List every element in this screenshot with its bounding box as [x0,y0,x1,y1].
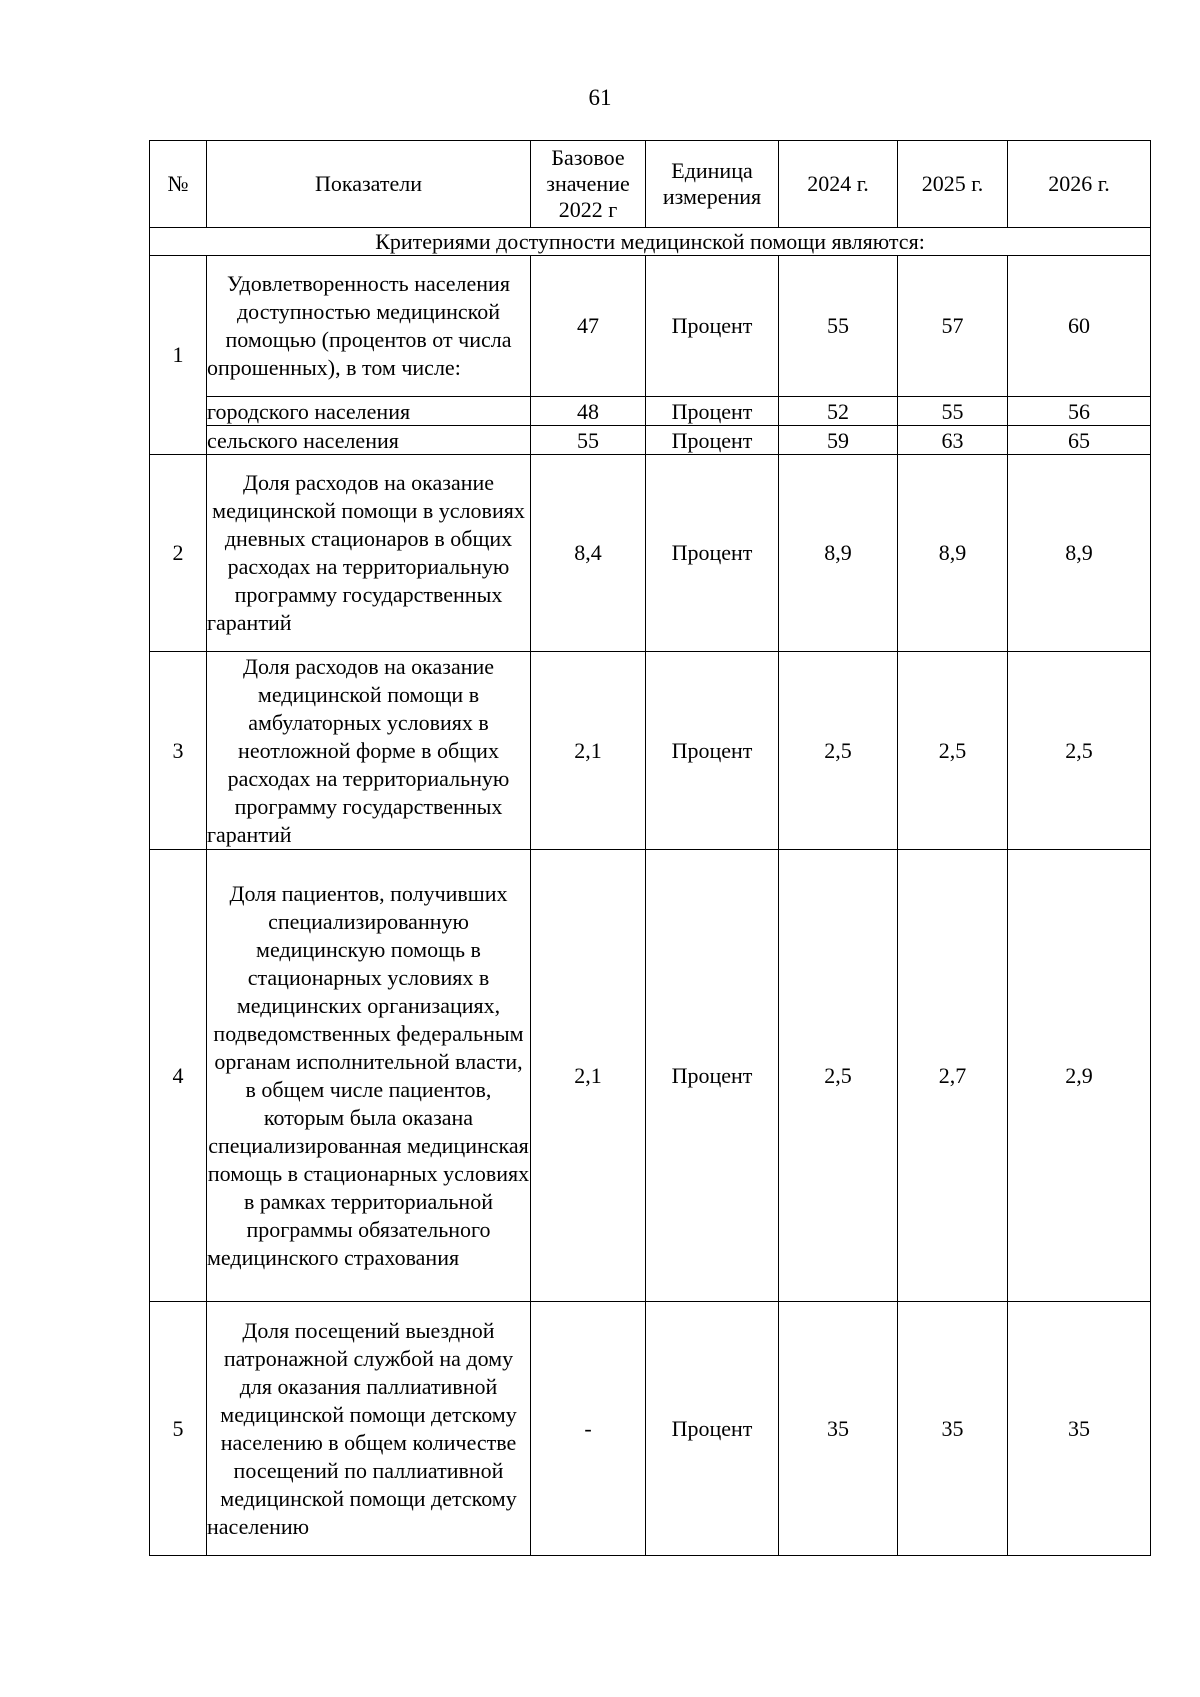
row-2026: 60 [1008,256,1151,397]
header-row [150,141,1151,228]
row-2025: 2,5 [898,652,1008,850]
row-unit: Процент [646,256,779,397]
row-unit: Процент [646,652,779,850]
subrow-unit: Процент [646,397,779,426]
subrow-2026: 65 [1008,426,1151,455]
table-row [150,256,1151,397]
row-name: Удовлетворенность населения доступностью медицинской помощью (процентов от числа опрошенных), в том числе: [207,256,531,397]
row-base: 8,4 [531,455,646,652]
row-name: Доля расходов на оказание медицинской помощи в условиях дневных стационаров в общих расходах на территориальную программу государственных гарантий [207,455,531,652]
row-unit: Процент [646,455,779,652]
row-2025: 8,9 [898,455,1008,652]
table-row [150,652,1151,850]
header-2026: 2026 г. [1008,141,1151,228]
row-2024: 2,5 [779,652,898,850]
row-unit: Процент [646,850,779,1302]
table-subrow [150,426,1151,455]
row-2025: 57 [898,256,1008,397]
row-2025: 35 [898,1302,1008,1556]
row-2024: 35 [779,1302,898,1556]
subrow-2025: 63 [898,426,1008,455]
table-row [150,1302,1151,1556]
row-name: Доля расходов на оказание медицинской помощи в амбулаторных условиях в неотложной форме в общих расходах на территориальную программу государственных гарантий [207,652,531,850]
subrow-base: 55 [531,426,646,455]
row-base: - [531,1302,646,1556]
row-2024: 8,9 [779,455,898,652]
row-num: 3 [150,652,207,850]
header-name: Показатели [207,141,531,228]
table-row [150,850,1151,1302]
subrow-2024: 59 [779,426,898,455]
row-unit: Процент [646,1302,779,1556]
row-base: 2,1 [531,652,646,850]
subrow-name: сельского населения [207,426,531,455]
header-unit: Единица измерения [646,141,779,228]
header-2025: 2025 г. [898,141,1008,228]
section-row [150,228,1151,256]
row-num: 4 [150,850,207,1302]
row-2026: 2,9 [1008,850,1151,1302]
row-num: 2 [150,455,207,652]
header-base: Базовое значение 2022 г [531,141,646,228]
row-name: Доля посещений выездной патронажной службой на дому для оказания паллиативной медицинской помощи детскому населению в общем количестве посещений по паллиативной медицинской помощи детскому населению [207,1302,531,1556]
subrow-2026: 56 [1008,397,1151,426]
subrow-unit: Процент [646,426,779,455]
row-num: 5 [150,1302,207,1556]
page-number: 61 [588,85,612,110]
header-num: № [150,141,207,228]
section-title: Критериями доступности медицинской помощи являются: [150,228,1151,256]
subrow-name: городского населения [207,397,531,426]
row-2026: 2,5 [1008,652,1151,850]
row-2025: 2,7 [898,850,1008,1302]
row-num: 1 [150,256,207,455]
row-base: 47 [531,256,646,397]
row-2026: 8,9 [1008,455,1151,652]
subrow-2025: 55 [898,397,1008,426]
subrow-base: 48 [531,397,646,426]
subrow-2024: 52 [779,397,898,426]
header-2024: 2024 г. [779,141,898,228]
table-row [150,455,1151,652]
row-name: Доля пациентов, получивших специализированную медицинскую помощь в стационарных условиях в медицинских организациях, подведомственных федеральным органам исполнительной власти, в общем числе пациентов, которым была оказана специализированная медицинская помощь в стационарных условиях в рамках территориальной программы обязательного медицинского страхования [207,850,531,1302]
criteria-table [149,140,1151,1556]
row-2026: 35 [1008,1302,1151,1556]
row-2024: 55 [779,256,898,397]
table-subrow [150,397,1151,426]
row-2024: 2,5 [779,850,898,1302]
row-base: 2,1 [531,850,646,1302]
